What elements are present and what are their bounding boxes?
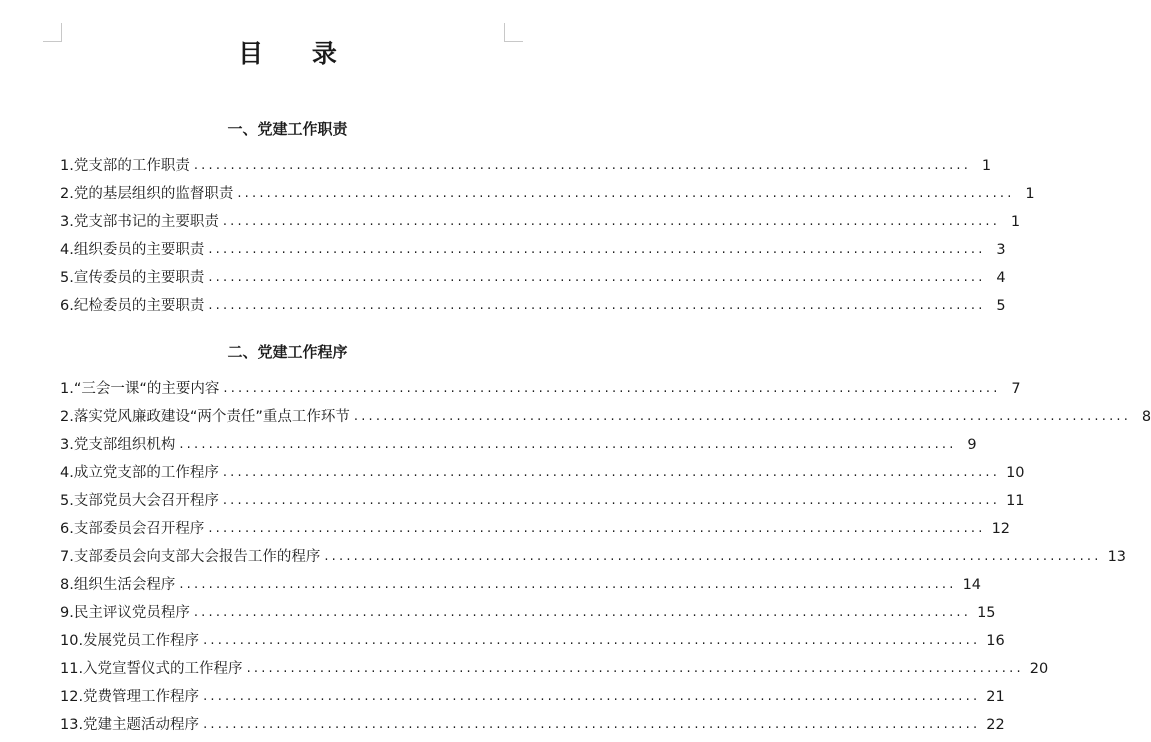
- toc-entry-title: 4.成立党支部的工作程序: [60, 465, 219, 481]
- toc-entry-title: 10.发展党员工作程序: [60, 633, 200, 649]
- toc-entry[interactable]: [60, 566, 982, 594]
- toc-page-number: 10: [1006, 465, 1025, 481]
- toc-page-number: 16: [986, 633, 1005, 649]
- toc-dot-leader: ..........................................................................................................: [208, 242, 986, 257]
- toc-dot-leader: ..........................................................................................................: [193, 605, 972, 620]
- toc-entry[interactable]: [60, 622, 1005, 650]
- toc-entry[interactable]: [60, 510, 1011, 538]
- toc-page-number: 1: [1010, 214, 1021, 230]
- toc-entry[interactable]: [60, 147, 992, 175]
- toc-dot-leader: ..........................................................................................................: [203, 717, 981, 732]
- toc-page-number: 14: [962, 577, 982, 593]
- toc-page-number: 8: [1141, 409, 1151, 425]
- toc-entry-title: 7.支部委员会向支部大会报告工作的程序: [60, 549, 321, 565]
- toc-dot-leader: ..........................................................................................................: [222, 465, 1001, 480]
- toc-entry[interactable]: [60, 370, 1021, 398]
- toc-entry-title: 6.纪检委员的主要职责: [60, 298, 205, 314]
- toc-dot-leader: ..........................................................................................................: [179, 437, 957, 452]
- toc-entry[interactable]: [60, 538, 1127, 566]
- toc-page-number: 15: [977, 605, 996, 621]
- toc-entry[interactable]: [60, 398, 1151, 426]
- toc-entry-title: 9.民主评议党员程序: [60, 605, 190, 621]
- toc-list-procedures: [60, 370, 1151, 734]
- toc-dot-leader: ..........................................................................................................: [222, 493, 1001, 508]
- toc-dot-leader: ..........................................................................................................: [179, 577, 957, 592]
- toc-dot-leader: ..........................................................................................................: [223, 381, 1001, 396]
- toc-dot-leader: ..........................................................................................................: [208, 270, 986, 285]
- toc-entry[interactable]: [60, 426, 977, 454]
- toc-entry-title: 5.支部党员大会召开程序: [60, 493, 219, 509]
- toc-page-number: 7: [1011, 381, 1021, 397]
- toc-entry-title: 4.组织委员的主要职责: [60, 242, 205, 258]
- toc-entry[interactable]: [60, 678, 1005, 706]
- toc-page-number: 13: [1107, 549, 1127, 565]
- toc-dot-leader: ..........................................................................................................: [353, 409, 1132, 424]
- toc-entry[interactable]: [60, 175, 1035, 203]
- document-title: 目 录: [238, 39, 357, 68]
- toc-entry-title: 12.党费管理工作程序: [60, 689, 200, 705]
- toc-dot-leader: ..........................................................................................................: [193, 158, 972, 173]
- toc-entry-title: 3.党支部书记的主要职责: [60, 214, 219, 230]
- toc-page-number: 12: [991, 521, 1011, 537]
- toc-entry[interactable]: [60, 482, 1025, 510]
- toc-entry-title: 1.党支部的工作职责: [60, 158, 190, 174]
- toc-entry-title: 8.组织生活会程序: [60, 577, 176, 593]
- toc-entry-title: 1.“三会一课“的主要内容: [60, 381, 220, 397]
- toc-entry[interactable]: [60, 454, 1025, 482]
- toc-entry[interactable]: [60, 231, 1006, 259]
- toc-entry[interactable]: [60, 259, 1006, 287]
- toc-page-number: 3: [996, 242, 1006, 258]
- toc-dot-leader: ..........................................................................................................: [324, 549, 1102, 564]
- toc-entry[interactable]: [60, 650, 1049, 678]
- toc-page-number: 4: [996, 270, 1006, 286]
- toc-list-duties: [60, 147, 1035, 315]
- toc-entry-title: 5.宣传委员的主要职责: [60, 270, 205, 286]
- section-heading-duties: 一、党建工作职责: [227, 120, 348, 138]
- toc-dot-leader: ..........................................................................................................: [208, 298, 986, 313]
- toc-page-number: 21: [986, 689, 1005, 705]
- toc-entry[interactable]: [60, 594, 996, 622]
- toc-dot-leader: ..........................................................................................................: [208, 521, 986, 536]
- toc-dot-leader: ..........................................................................................................: [246, 661, 1024, 676]
- toc-dot-leader: ..........................................................................................................: [203, 689, 981, 704]
- toc-entry-title: 6.支部委员会召开程序: [60, 521, 205, 537]
- toc-page-number: 11: [1006, 493, 1025, 509]
- toc-page-number: 22: [986, 717, 1005, 733]
- toc-page-number: 1: [1025, 186, 1035, 202]
- toc-entry-title: 11.入党宣誓仪式的工作程序: [60, 661, 243, 677]
- toc-dot-leader: ..........................................................................................................: [203, 633, 981, 648]
- toc-entry[interactable]: [60, 706, 1005, 734]
- toc-page-number: 20: [1029, 661, 1049, 677]
- toc-entry-title: 2.党的基层组织的监督职责: [60, 186, 234, 202]
- section-heading-procedures: 二、党建工作程序: [227, 343, 348, 361]
- toc-entry-title: 2.落实党风廉政建设“两个责任”重点工作环节: [60, 409, 350, 425]
- toc-page-number: 9: [967, 437, 977, 453]
- toc-dot-leader: ..........................................................................................................: [237, 186, 1015, 201]
- toc-page-number: 1: [981, 158, 992, 174]
- toc-entry[interactable]: [60, 203, 1021, 231]
- toc-entry[interactable]: [60, 287, 1006, 315]
- toc-page-number: 5: [996, 298, 1006, 314]
- toc-entry-title: 13.党建主题活动程序: [60, 717, 200, 733]
- toc-entry-title: 3.党支部组织机构: [60, 437, 176, 453]
- toc-dot-leader: ..........................................................................................................: [222, 214, 1001, 229]
